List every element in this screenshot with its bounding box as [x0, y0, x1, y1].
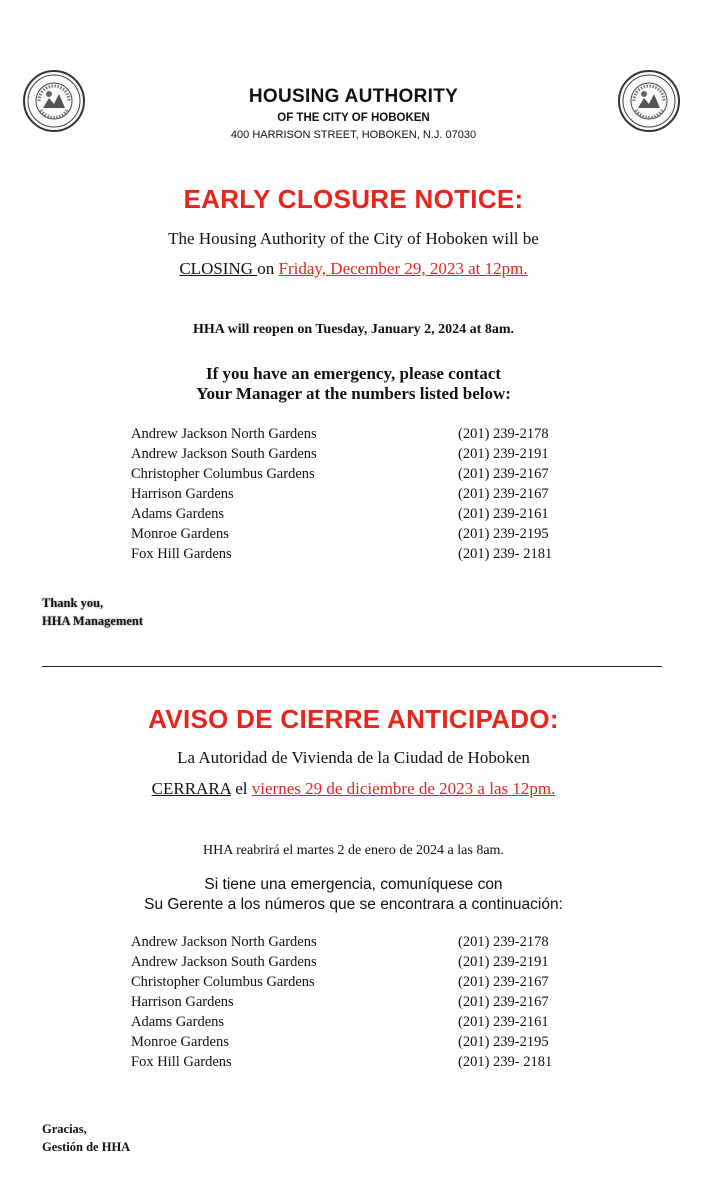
english-on-word: on [257, 259, 279, 278]
contact-name: Adams Gardens [131, 506, 225, 522]
contact-row [131, 504, 571, 524]
english-signoff [42, 594, 143, 630]
english-signature: HHA Management [42, 614, 144, 628]
contact-phone: (201) 239-2167 [458, 486, 549, 502]
contact-name: Fox Hill Gardens [131, 1054, 232, 1070]
contact-name: Fox Hill Gardens [131, 546, 232, 562]
spanish-emergency-line2: Su Gerente a los números que se encontrara a continuación: [144, 896, 563, 913]
contact-phone: (201) 239-2161 [458, 506, 549, 522]
contact-name: Harrison Gardens [131, 486, 234, 502]
contact-name: Monroe Gardens [131, 1034, 229, 1050]
contact-name: Andrew Jackson North Gardens [131, 934, 317, 950]
spanish-on-word: el [231, 779, 252, 798]
contact-row [131, 524, 571, 544]
contact-phone: (201) 239-2167 [458, 974, 549, 990]
contact-row [131, 444, 571, 464]
contact-name: Christopher Columbus Gardens [131, 974, 315, 990]
contact-name: Andrew Jackson South Gardens [131, 446, 317, 462]
org-subtitle: OF THE CITY OF HOBOKEN [277, 112, 430, 124]
spanish-emergency-line1: Si tiene una emergencia, comuníquese con [204, 876, 503, 893]
contact-row [131, 1032, 571, 1052]
contact-row [131, 1012, 571, 1032]
english-emergency-line2: Your Manager at the numbers listed below: [196, 384, 511, 403]
english-contact-list [131, 424, 571, 564]
contact-name: Adams Gardens [131, 1014, 225, 1030]
spanish-line1: La Autoridad de Vivienda de la Ciudad de Hoboken [177, 748, 530, 767]
spanish-closing-line [0, 779, 707, 799]
contact-row [131, 932, 571, 952]
contact-row [131, 424, 571, 444]
english-reopen: HHA will reopen on Tuesday, January 2, 2024 at 8am. [192, 322, 514, 337]
spanish-thanks: Gracias, [42, 1122, 87, 1136]
org-title: HOUSING AUTHORITY [248, 86, 459, 107]
contact-phone: (201) 239-2161 [458, 1014, 549, 1030]
contact-name: Andrew Jackson North Gardens [131, 426, 317, 442]
contact-phone: (201) 239- 2181 [458, 1054, 553, 1070]
contact-phone: (201) 239-2195 [458, 526, 549, 542]
english-line1: The Housing Authority of the City of Hoboken will be [168, 229, 539, 248]
spanish-reopen: HHA reabrirá el martes 2 de enero de 2024 a las 8am. [203, 843, 504, 858]
spanish-closing-word: CERRARA [151, 779, 231, 798]
contact-phone: (201) 239-2178 [458, 426, 549, 442]
contact-phone: (201) 239-2178 [458, 934, 549, 950]
contact-row [131, 972, 571, 992]
spanish-closing-date: viernes 29 de diciembre de 2023 a las 12pm. [251, 779, 556, 798]
contact-row [131, 952, 571, 972]
spanish-signature: Gestión de HHA [42, 1140, 131, 1154]
contact-row [131, 464, 571, 484]
contact-phone: (201) 239- 2181 [458, 546, 553, 562]
spanish-notice-title: AVISO DE CIERRE ANTICIPADO: [148, 704, 559, 734]
contact-phone: (201) 239-2191 [458, 954, 549, 970]
contact-row [131, 1052, 571, 1072]
section-divider [42, 666, 662, 667]
contact-row [131, 484, 571, 504]
english-closing-line [0, 259, 707, 279]
spanish-signoff [42, 1120, 130, 1156]
english-thanks: Thank you, [42, 596, 104, 610]
contact-phone: (201) 239-2167 [458, 466, 549, 482]
contact-name: Christopher Columbus Gardens [131, 466, 315, 482]
english-closing-date: Friday, December 29, 2023 at 12pm. [278, 259, 528, 278]
contact-row [131, 544, 571, 564]
contact-phone: (201) 239-2191 [458, 446, 549, 462]
contact-name: Andrew Jackson South Gardens [131, 954, 317, 970]
contact-name: Monroe Gardens [131, 526, 229, 542]
contact-name: Harrison Gardens [131, 994, 234, 1010]
spanish-contact-list [131, 932, 571, 1072]
english-closing-word: CLOSING [179, 259, 258, 278]
english-emergency-line1: If you have an emergency, please contact [205, 364, 502, 383]
contact-row [131, 992, 571, 1012]
contact-phone: (201) 239-2167 [458, 994, 549, 1010]
english-notice-title: EARLY CLOSURE NOTICE: [183, 184, 524, 214]
org-address: 400 HARRISON STREET, HOBOKEN, N.J. 07030 [230, 129, 477, 141]
contact-phone: (201) 239-2195 [458, 1034, 549, 1050]
